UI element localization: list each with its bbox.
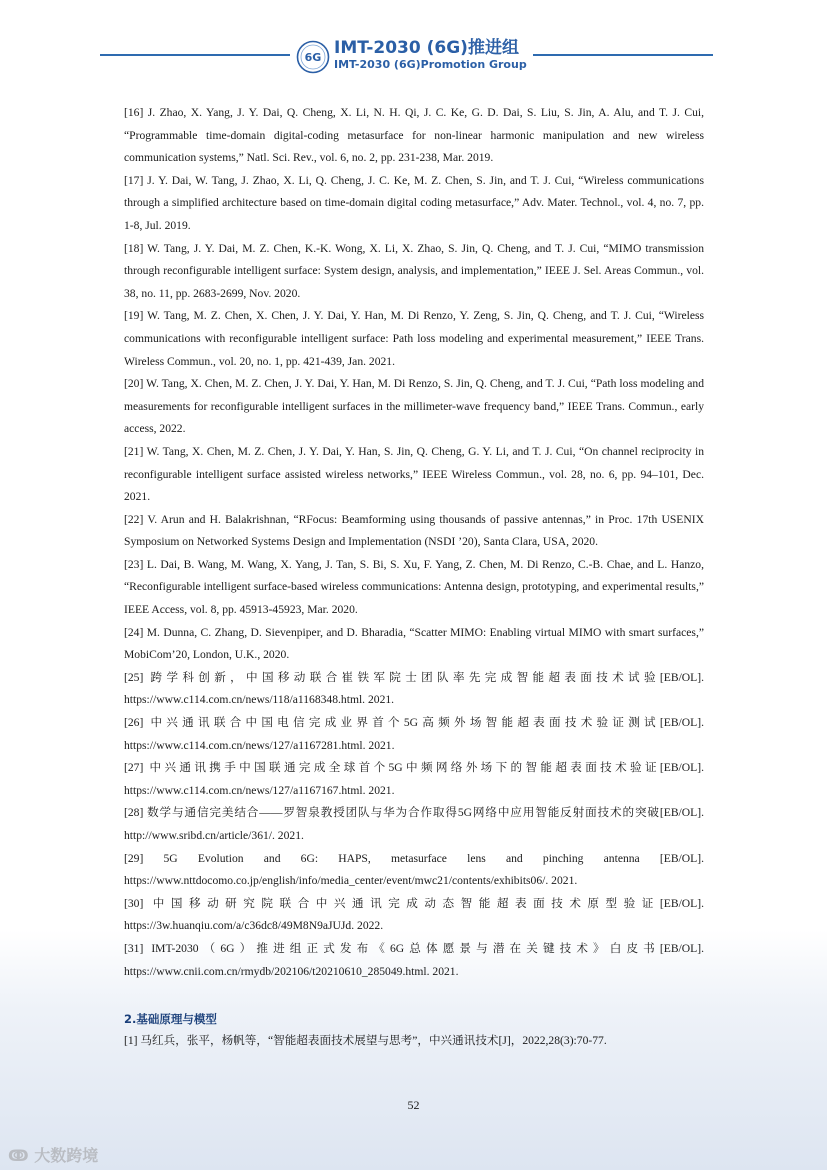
- reference-item: [29] 5G Evolution and 6G: HAPS, metasurface lens and pinching antenna [EB/OL]. https://www.nttdocomo.co.jp/english/info/media_center/event/mwc21/contents/exhibits06/. 2021.: [124, 851, 704, 888]
- brand-title: IMT-2030 (6G)推进组: [334, 38, 519, 58]
- header-rule-right: [533, 54, 713, 56]
- imt-2030-logo-icon: [296, 40, 330, 74]
- watermark-logo-icon: ↂ: [8, 1146, 35, 1165]
- section-title: 2.基础原理与模型: [124, 1012, 217, 1026]
- reference-item: [31] IMT-2030（6G）推进组正式发布《6G总体愿景与潜在关键技术》白皮书[EB/OL]. https://www.cnii.com.cn/rmydb/202106/t20210610_285049.html. 2021.: [124, 941, 704, 978]
- reference-item: [23] L. Dai, B. Wang, M. Wang, X. Yang, J. Tan, S. Bi, S. Xu, F. Yang, Z. Chen, M. Di Renzo, C.-B. Chae, and L. Hanzo, “Reconfigurable intelligent surface-based wireless communications: Antenna design, prototyping, and experimental results,” IEEE Access, vol. 8, pp. 45913-45923, Mar. 2020.: [124, 557, 704, 617]
- brand-subtitle: IMT-2030 (6G)Promotion Group: [334, 58, 527, 71]
- reference-item: [22] V. Arun and H. Balakrishnan, “RFocus: Beamforming using thousands of passive antennas,” in Proc. 17th USENIX Symposium on Networked Systems Design and Implementation (NSDI ’20), Santa Clara, USA, 2020.: [124, 512, 704, 549]
- brand-block: [334, 38, 527, 72]
- reference-item: [25] 跨学科创新，中国移动联合崔铁军院士团队率先完成智能超表面技术试验[EB/OL]. https://www.c114.com.cn/news/118/a1168348.html. 2021.: [124, 670, 704, 707]
- reference-item: [16] J. Zhao, X. Yang, J. Y. Dai, Q. Cheng, X. Li, N. H. Qi, J. C. Ke, G. D. Dai, S. Liu, S. Jin, A. Alu, and T. J. Cui, “Programmable time-domain digital-coding metasurface for non-linear harmonic manipulation and new wireless communication systems,” Natl. Sci. Rev., vol. 6, no. 2, pp. 231-238, Mar. 2019.: [124, 106, 704, 165]
- reference-item: [20] W. Tang, X. Chen, M. Z. Chen, J. Y. Dai, Y. Han, M. Di Renzo, S. Jin, Q. Cheng, and T. J. Cui, “Path loss modeling and measurements for reconfigurable intelligent surfaces in the millimeter-wave frequency band,” IEEE Trans. Commun., early access, 2022.: [124, 377, 704, 436]
- reference-item: [27] 中兴通讯携手中国联通完成全球首个5G中频网络外场下的智能超表面技术验证[EB/OL]. https://www.c114.com.cn/news/127/a1167167.html. 2021.: [124, 761, 704, 797]
- reference-item: [24] M. Dunna, C. Zhang, D. Sievenpiper, and D. Bharadia, “Scatter MIMO: Enabling virtual MIMO with smart surfaces,” MobiCom’20, London, U.K., 2020.: [124, 625, 704, 662]
- page-number: 52: [407, 1098, 420, 1112]
- reference-item: [1] 马红兵，张平，杨帆等，“智能超表面技术展望与思考”，中兴通讯技术[J]，2022,28(3):70-77.: [124, 1034, 607, 1047]
- reference-item: [26] 中兴通讯联合中国电信完成业界首个5G高频外场智能超表面技术验证测试[EB/OL]. https://www.c114.com.cn/news/127/a1167281.html. 2021.: [124, 716, 704, 752]
- reference-item: [21] W. Tang, X. Chen, M. Z. Chen, J. Y. Dai, Y. Han, S. Jin, Q. Cheng, G. Y. Li, and T. J. Cui, “On channel reciprocity in reconfigurable intelligent surface assisted wireless networks,” IEEE Wireless Commun., vol. 28, no. 6, pp. 94–101, Dec. 2021.: [124, 444, 704, 504]
- section-basic-principles: [124, 1008, 704, 1053]
- reference-item: [19] W. Tang, M. Z. Chen, X. Chen, J. Y. Dai, Y. Han, M. Di Renzo, Y. Zeng, S. Jin, Q. Cheng, and T. J. Cui, “Wireless communications with reconfigurable intelligent surface: Path loss modeling and experimental measurement,” IEEE Trans. Wireless Commun., vol. 20, no. 1, pp. 421-439, Jan. 2021.: [124, 309, 704, 368]
- reference-item: [17] J. Y. Dai, W. Tang, J. Zhao, X. Li, Q. Cheng, J. C. Ke, M. Z. Chen, S. Jin, and T. J. Cui, “Wireless communications through a simplified architecture based on time-domain digital coding metasurface,” Adv. Mater. Technol., vol. 4, no. 7, pp. 1-8, Jul. 2019.: [124, 173, 704, 232]
- reference-item: [18] W. Tang, J. Y. Dai, M. Z. Chen, K.-K. Wong, X. Li, X. Zhao, S. Jin, Q. Cheng, and T. J. Cui, “MIMO transmission through reconfigurable intelligent surface: System design, analysis, and implementation,” IEEE J. Sel. Areas Commun., vol. 38, no. 11, pp. 2683-2699, Nov. 2020.: [124, 241, 704, 300]
- header-rule-left: [100, 54, 290, 56]
- logo-text: 6G: [304, 51, 322, 64]
- watermark-text: 大数跨境: [34, 1146, 99, 1165]
- reference-item: [28] 数学与通信完美结合——罗智泉教授团队与华为合作取得5G网络中应用智能反射面技术的突破[EB/OL]. http://www.sribd.cn/article/361/. 2021.: [124, 806, 704, 842]
- watermark: [8, 1143, 98, 1166]
- reference-list: [124, 102, 704, 983]
- reference-item: [30] 中国移动研究院联合中兴通讯完成动态智能超表面技术原型验证[EB/OL]. https://3w.huanqiu.com/a/c36dc8/49M8N9aJUJd. 2022.: [124, 896, 704, 933]
